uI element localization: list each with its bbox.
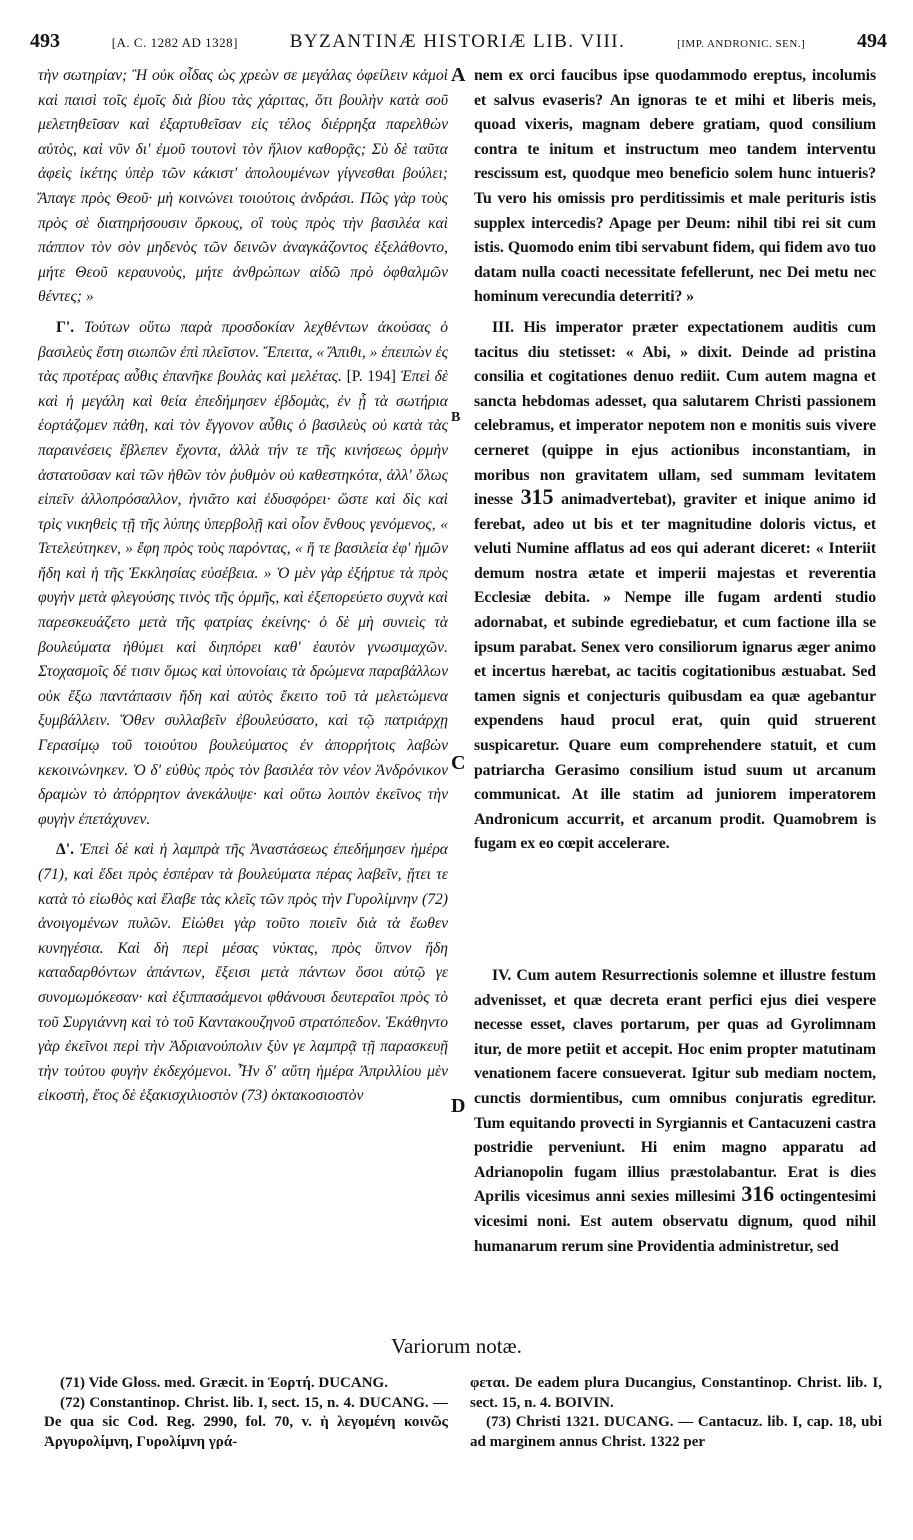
greek-paragraph: τὴν σωτηρίαν; Ἢ οὐκ οἶδας ὡς χρεὼν σε μεγάλας ὀφείλειν κάμοὶ καὶ παισὶ τοῖς ἐμοῖς διὰ βίου τὰς χάριτας, ὅτι βουλὴν κατὰ σοῦ μελετηθεῖσαν καὶ ἐξαρτυθεῖσαν εἰς τέλος διέρρηξα παρελθὼν αὐτὸς, καὶ νῦν δι' ἐμοῦ τουτονὶ τὸν ἥλιον καθορᾷς; Σὺ δὲ ταῦτα ἀφεὶς ἱκέτης ὑπὲρ τῶν κάκιστ' ἀπολουμένων γίγνεσθαι βούλει; Ἄπαγε πρὸς Θεοῦ· μὴ κοινώνει τοιούτοις ἀνδράσι. Πῶς γὰρ τοὺς πρὸς σὲ διατηρήσουσιν ὅρκους, οἳ τοὺς πρὸς τὴν βασιλέα καὶ πάππον τὸν σὸν μηδενὸς τῶν δεινῶν ἀναγκάζοντος ἐξελάθοντο, μήτε Θεοῦ κεραυνοὺς, μήτε ἀνθρώπων αἰδῶ πρὸ ὀφθαλμῶν θέντες; »	[38, 67, 448, 306]
margin-letter-d: D	[451, 1095, 466, 1117]
latin-text: octingentesimi vicesimi noni. Est autem observatu dignum, quod nihil humanarum rerum sine Providentia administretur, sed	[474, 1188, 876, 1255]
notes-heading: Variorum notæ.	[391, 1334, 522, 1358]
greek-paragraph	[38, 838, 448, 1109]
greek-column	[38, 64, 448, 1115]
notes-column-right	[470, 1374, 882, 1452]
latin-paragraph	[474, 964, 876, 1259]
latin-paragraph: nem ex orci faucibus ipse quodammodo ereptus, incolumis et salvus evaseris? An ignoras te et mihi et liberis meis, quoad vixeris, magnam debere gratiam, quod consilium contra te initum et instructum meo tandem interventu rescissum est, quodque meo beneficio solem hunc intueris? Tu vero his omissis pro perditissimis et male perituris istis supplex intercedis? Apage per Deum: nihil tibi rei sit cum istis. Quomodo enim tibi servabunt fidem, qui fidem avo tuo datam nulla coacti necessitate fefellerunt, nec Dei metu nec hominum verecundia deterriti? »	[474, 67, 876, 306]
running-title: BYZANTINÆ HISTORIÆ LIB. VIII.	[289, 31, 626, 52]
column-number: 315	[520, 484, 554, 510]
footnote-continued: φεται. De eadem plura Ducangius, Constantinop. Christ. lib. I, sect. 15, n. 4. BOIVIN.	[470, 1375, 882, 1411]
latin-text: Cum autem Resurrectionis solemne et illustre festum advenisset, et quæ decreta erant perfici ejus diei vespere necesse esset, claves portarum, per quas ad Gyrolimnam itur, de more petiit et accepit. Hoc enim propter matutinam venationem facere consueverat. Igitur sub mediam noctem, cunctis dormientibus, cum omnibus conjuratis egreditur. Tum equitando provecti in Syrgiannis et Cantacuzeni castra postridie perveniunt. Hi enim magno apparatu ad Adrianopolin fugam illius præstolabantur. Erat is dies Aprilis vicesimus anni sexies millesimi	[474, 967, 876, 1206]
running-head-right: [IMP. ANDRONIC. SEN.]	[677, 38, 806, 50]
latin-paragraph	[474, 316, 876, 857]
page-reference: [P. 194]	[346, 368, 396, 386]
greek-text: Τούτων οὕτω παρὰ προσδοκίαν λεχθέντων ἀκούσας ὁ βασιλεὺς ἔστη σιωπῶν ἐπὶ πλεῖστον. Ἔπειτα, « Ἄπιθι, » ἐπειπὼν ἐς τὰς προτέρας αὖθις ἐπανῆκε βουλὰς καὶ μελέτας.	[38, 318, 448, 386]
page-number-left: 493	[30, 30, 60, 52]
latin-column	[474, 64, 876, 863]
section-number: Γ'.	[56, 318, 75, 336]
greek-text: Ἐπεὶ δὲ καὶ ἡ μεγάλη καὶ θεία ἐπεδήμησεν ἑβδομὰς, ἐν ᾗ τὰ σωτήρια ἑορτάζομεν πάθη, καὶ τὸν ἔγγονον αὖθις ὁ βασιλεὺς οὐ κατὰ τὰς παραινέσεις ἔβλεπεν ἔχοντα, ἀλλὰ τήν τε τῆς κινήσεως ὁρμὴν ἀστατοῦσαν καὶ τῶν ἠθῶν τὸν ῥυθμὸν οὐ καθεστηκότα, ἀλλ' ὅλως εἰπεῖν ἀλλοπρόσαλλον, ἠνιᾶτο καὶ ἐδυσφόρει· ὥστε καὶ δὶς καὶ τρὶς νικηθεὶς τῇ τῆς λύπης ὑπερβολῇ καὶ οἷον ἔνθους γενόμενος, « Τετελεύτηκεν, » ἔφη πρὸς τοὺς παρόντας, « ἥ τε βασιλεία ἐφ' ἡμῶν ἤδη καὶ ἡ τῆς Ἐκκλησίας εὐσέβεια. » Ὁ μὲν γὰρ ἐξήρτυε τὰ πρὸς φυγὴν μετὰ φλεγούσης τινὸς τῆς ὁρμῆς, καὶ ἐξεπορεύετο συχνὰ καὶ παρεσκευάζετο μετὰ τῆς φατρίας ἐκείνης· ὁ δὲ μὴ συνιεὶς τὰ βουλεύματα ἠθύμει καὶ διηπόρει καθ' ἑαυτὸν γνωσιμαχῶν. Στοχασμοῖς δέ τισιν ὅμως καὶ ὑπονοίαις τὰ δρώμενα παραβάλλων οὐκ ἔξω παντάπασιν ἤδη καὶ αὐτὸς ἔκειτο τοῦ τὰ μελετώμενα ξυμβάλλειν. Ὅθεν συλλαβεῖν ἐβουλεύσατο, καὶ τῷ πατριάρχῃ Γερασίμῳ τοῦ τοιούτου βουλεύματος ἐν ἀπορρήτοις λαβὼν κεκοινώνηκεν. Ὁ δ' εὐθὺς πρὸς τὸν βασιλέα τὸν νέον Ἀνδρόνικον δραμὼν τὸ ἀπόρρητον ἀνεκάλυψε· καὶ οὕτω λοιπὸν ἐκεῖνος τὴν φυγὴν ἐπετάχυνεν.	[38, 368, 448, 828]
year-range: [A. C. 1282 AD 1328]	[111, 35, 238, 50]
section-number: Δ'.	[56, 841, 75, 859]
page-number-right: 494	[856, 30, 887, 52]
margin-letter-c: C	[451, 752, 466, 774]
margin-letter-b: B	[451, 410, 461, 425]
footnote: (71) Vide Gloss. med. Græcit. in Ἑορτή. DUCANG.	[60, 1375, 388, 1391]
latin-text: animadvertebat), graviter et inique animo id ferebat, adeo ut bis et ter magnitudine doloris victus, et veluti Numine afflatus ad eos qui aderant diceret: « Interiit demum nostra ætate et imperii majestas et reverentia Ecclesiæ debita. » Nempe ille fugam ardenti studio adornabat, et subinde egrediebatur, et cum factione illa se ipsum parabat. Senex vero consiliorum ignarus æger animo et incertus hærebat, ac tacitis cogitationibus æstuabat. Sed tamen signis et conjecturis quibusdam ea quæ agebantur expendens haud procul erat, quin quid struerent suspicaretur. Quare eum comprehendere statuit, et cum patriarcha Gerasimo consilium istud suum ut arcanum communicat. At ille statim ad juniorem imperatorem Andronicum accurrit, et arcanum prodit. Quamobrem is fugam ex eo cœpit accelerare.	[474, 491, 876, 853]
page-header	[30, 30, 887, 58]
greek-text: Ἐπεὶ δὲ καὶ ἡ λαμπρὰ τῆς Ἀναστάσεως ἐπεδήμησεν ἡμέρα (71), καὶ ἔδει πρὸς ἑσπέραν τὰ βουλεύματα πέρας λαβεῖν, ᾔτει τε κατὰ τὸ εἰωθὸς καὶ ἔλαβε τὰς κλεῖς τῶν πρὸς τὴν Γυρολίμνην (72) ἀνοιγομένων πυλῶν. Εἰώθει γὰρ τοῦτο ποιεῖν διὰ τὰ ἕωθεν κυνηγέσια. Καὶ δὴ περὶ μέσας νύκτας, πρὸς ὕπνον ἤδη καταδαρθόντων ἁπάντων, ἔξεισι μετὰ πάντων ὅσοι αὐτῷ γε συνομωμόκεσαν· καὶ ἐξιππασάμενοι φθάνουσι δευτεραῖοι πρὸς τὸ τοῦ Συργιάννη καὶ τὸ τοῦ Καντακουζηνοῦ στρατόπεδον. Ἐκάθηντο γὰρ ἐκεῖνοι περὶ τὴν Ἀδριανούπολιν ξὺν γε λαμπρᾷ τῇ παρασκευῇ τὴν τούτου φυγὴν ἐκδεχόμενοι. Ἦν δ' αὕτη ἡμέρα Ἀπριλλίου μὲν εἰκοστὴ, ἔτος δὲ ἑξακισχιλιοστὸν (73) ὀκτακοσιοστὸν	[38, 841, 448, 1105]
section-number: III.	[492, 318, 514, 336]
greek-paragraph	[38, 316, 448, 832]
latin-text: His imperator præter expectationem auditis cum tacitus diu stetisset: « Abi, » dixit. Deinde ad pristina consilia et cogitationes denuo rediit. Cum autem magna et sancta hebdomas adesset, qua salutarem Christi passionem celebramus, et imperator nepotem non e monitis suis vivere cerneret (quippe in ejus actionibus inconstantiam, in moribus non gravitatem ullam, sed summam levitatem inesse	[474, 318, 876, 509]
footnote: (73) Christi 1321. DUCANG. — Cantacuz. lib. I, cap. 18, ubi ad marginem annus Christ. 1322 per	[470, 1414, 882, 1450]
margin-letter-a: A	[451, 64, 466, 86]
latin-column-lower	[474, 964, 876, 1265]
column-number: 316	[741, 1181, 775, 1207]
section-number: IV.	[492, 967, 512, 984]
notes-column-left	[44, 1374, 448, 1452]
footnote: (72) Constantinop. Christ. lib. I, sect. 15, n. 4. DUCANG. — De qua sic Cod. Reg. 2990, fol. 70, v. ἡ λεγομένη κοινῶς Ἀργυρολίμνη, Γυρολίμνη γρά-	[44, 1394, 448, 1450]
